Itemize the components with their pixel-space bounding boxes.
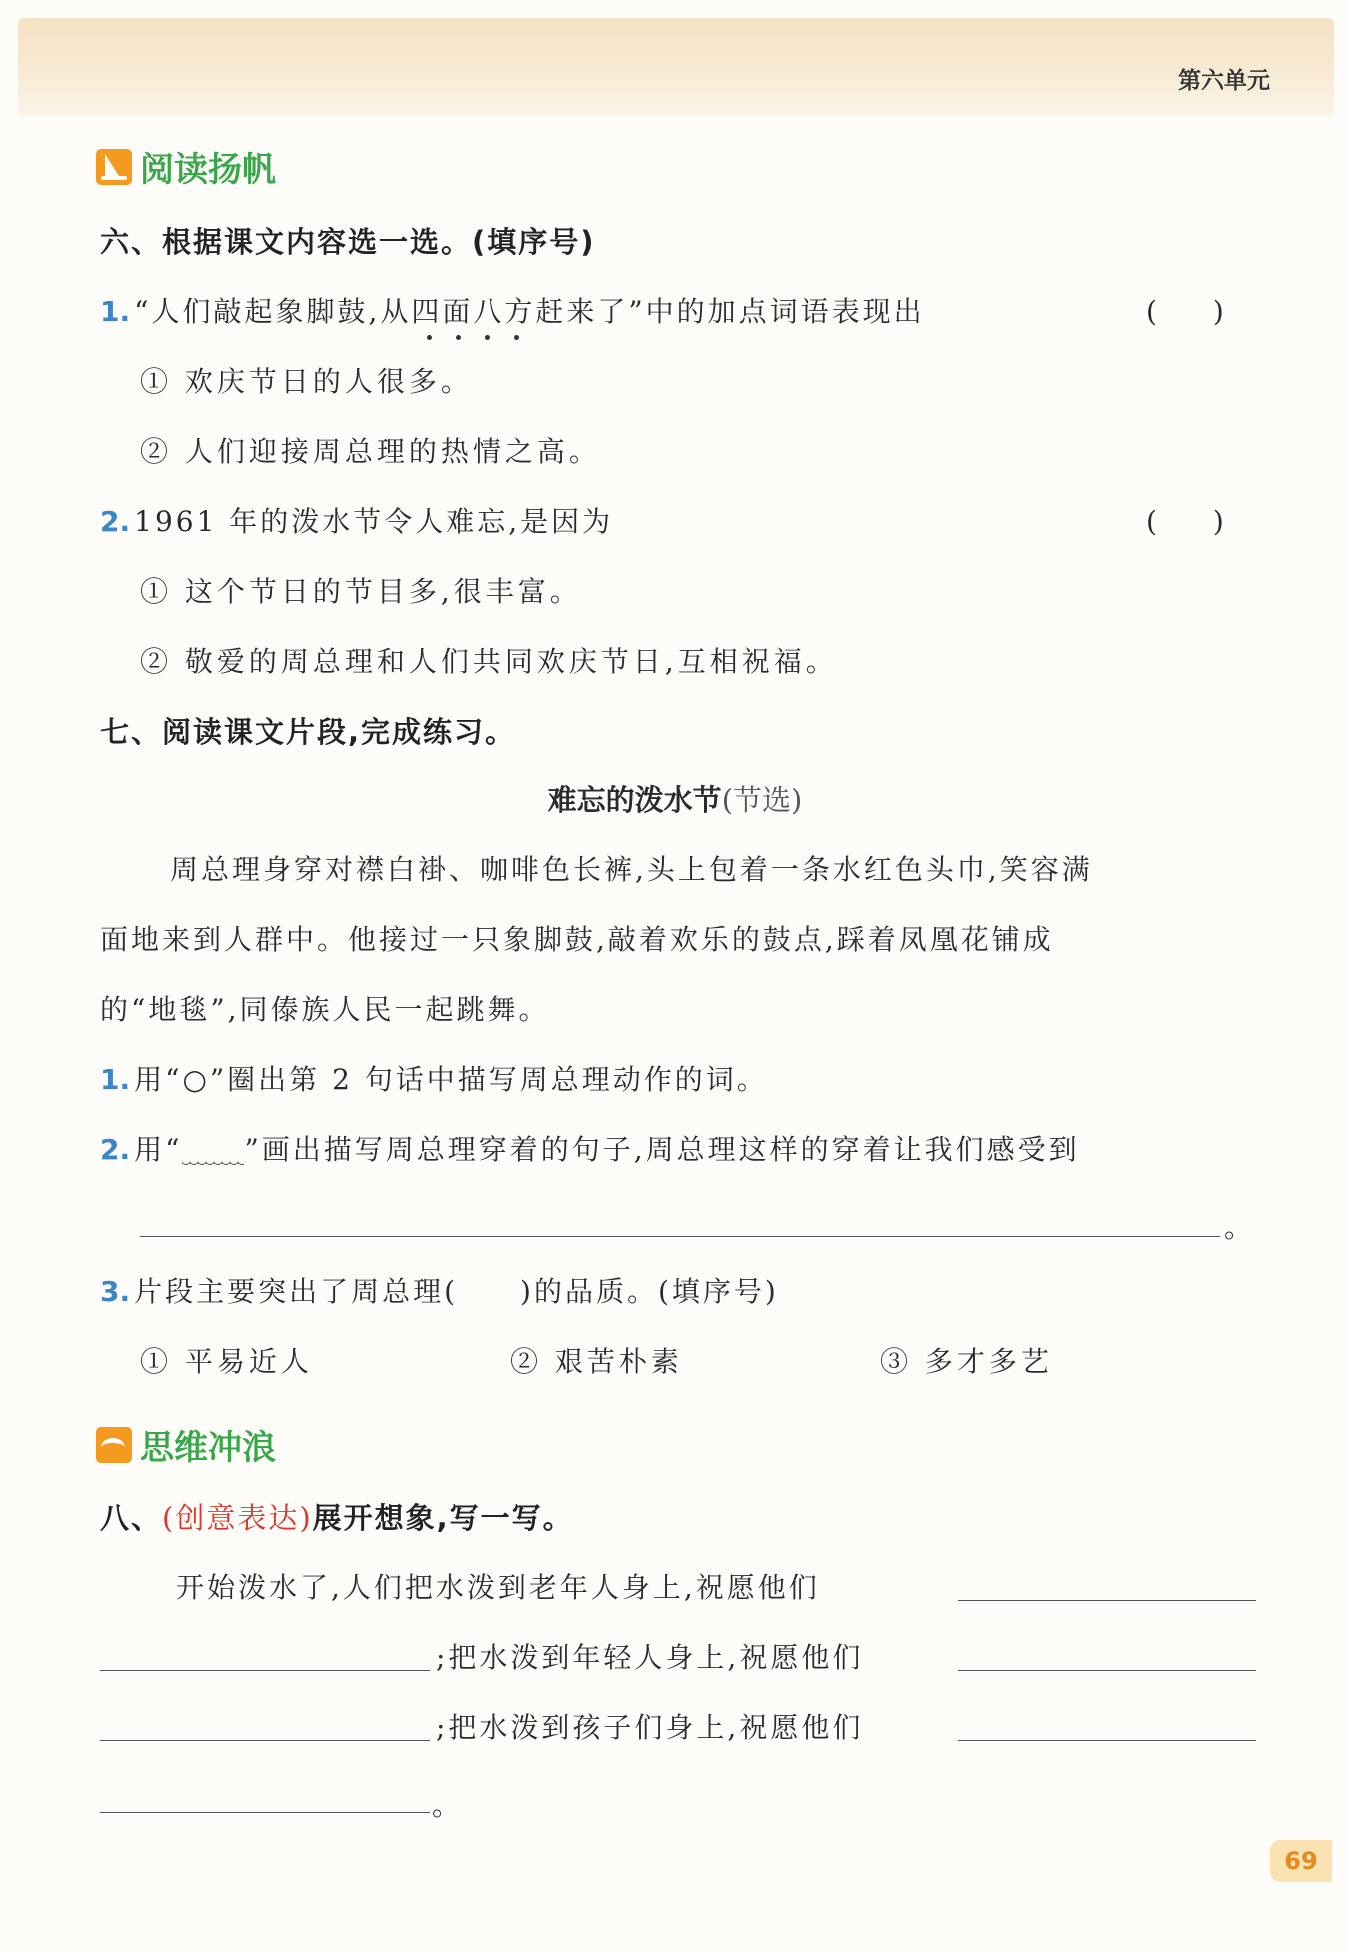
q7-item-3-option-1: ① 平易近人 [140,1345,313,1378]
wavy-underline-icon [182,1150,244,1168]
q8-line-1: 开始泼水了,人们把水泼到老年人身上,祝愿他们 [176,1571,820,1604]
q7-item-3-num: 3. [100,1275,131,1308]
q8-line-3: ;把水泼到孩子们身上,祝愿他们 [436,1711,864,1744]
page-header [18,18,1334,116]
wave-icon [96,1427,132,1463]
q8-blank-3[interactable] [958,1670,1256,1671]
q6-item-1-num: 1. [100,295,131,328]
q6-item-1-option-1: ① 欢庆节日的人很多。 [140,365,473,398]
section-label: 思维冲浪 [140,1428,276,1468]
q7-item-1-num: 1. [100,1063,131,1096]
q6-item-1-text-after: 赶来了”中的加点词语表现出 [535,295,925,328]
unit-label: 第六单元 [1178,68,1270,94]
q6-item-1-option-2: ② 人们迎接周总理的热情之高。 [140,435,601,468]
q6-item-2 [100,500,613,540]
q7-item-1-text: 用“○”圈出第 2 句话中描写周总理动作的词。 [134,1063,768,1096]
q6-item-1-text-before: “人们敲起象脚鼓,从 [134,295,412,328]
section-title-thinking [96,1420,276,1469]
q8-blank-6[interactable] [100,1812,430,1813]
section-label: 阅读扬帆 [140,150,276,190]
q6-item-1-dotted-word [411,295,535,328]
q8-title-prefix: 八、 [100,1501,163,1535]
emphasis-dots-icon [415,335,531,340]
q8-line-4: 。 [432,1789,464,1822]
passage-title-main: 难忘的泼水节 [547,783,722,817]
q8-title-rest: 展开想象,写一写。 [312,1501,574,1535]
passage-title [0,778,1350,819]
q7-title: 七、阅读课文片段,完成练习。 [100,715,517,749]
q6-item-2-answer-blank[interactable]: ( ) [1146,505,1224,538]
q7-item-1 [100,1058,768,1098]
q8-tag: (创意表达) [162,1501,313,1535]
q7-item-3 [100,1270,779,1310]
page-number: 69 [1270,1840,1332,1882]
q7-item-3-option-3: ③ 多才多艺 [880,1345,1053,1378]
section-title-reading [96,142,276,191]
q7-item-2-num: 2. [100,1133,131,1166]
q8-blank-2[interactable] [100,1670,430,1671]
q8-blank-1[interactable] [958,1600,1256,1601]
q6-item-2-option-2: ② 敬爱的周总理和人们共同欢庆节日,互相祝福。 [140,645,838,678]
q8-title [100,1496,574,1537]
q8-line-2: ;把水泼到年轻人身上,祝愿他们 [436,1641,864,1674]
sailboat-icon [96,149,132,185]
q7-item-2-text-after: ”画出描写周总理穿着的句子,周总理这样的穿着让我们感受到 [244,1133,1080,1166]
q7-item-3-option-2: ② 艰苦朴素 [510,1345,683,1378]
q7-item-2-text-before: 用“ [134,1133,183,1166]
passage-line-3: 的“地毯”,同傣族人民一起跳舞。 [100,993,550,1026]
q6-item-2-option-1: ① 这个节日的节目多,很丰富。 [140,575,582,608]
q7-item-2-end: 。 [1224,1211,1256,1244]
q6-item-2-text: 1961 年的泼水节令人难忘,是因为 [134,505,614,538]
q7-item-2 [100,1128,1080,1168]
q7-item-2-answer-line[interactable] [140,1236,1220,1237]
passage-line-1: 周总理身穿对襟白褂、咖啡色长裤,头上包着一条水红色头巾,笑容满 [170,853,1093,886]
q8-blank-4[interactable] [100,1740,430,1741]
q6-item-1-answer-blank[interactable]: ( ) [1146,295,1224,328]
q8-blank-5[interactable] [958,1740,1256,1741]
passage-title-sub: (节选) [721,783,803,817]
q6-item-1 [100,290,925,330]
passage-line-2: 面地来到人群中。他接过一只象脚鼓,敲着欢乐的鼓点,踩着凤凰花铺成 [100,923,1054,956]
dotted-word-text: 四面八方 [411,295,536,328]
q7-item-3-text: 片段主要突出了周总理( )的品质。(填序号) [134,1275,779,1308]
q6-title: 六、根据课文内容选一选。(填序号) [100,225,596,259]
q6-item-2-num: 2. [100,505,131,538]
